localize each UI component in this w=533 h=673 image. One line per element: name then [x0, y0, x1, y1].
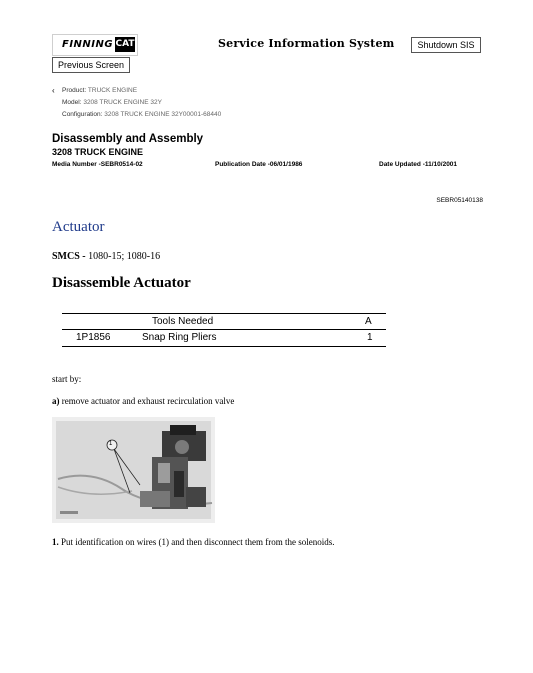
tools-table	[62, 313, 386, 349]
document-title: Disassembly and Assembly	[52, 133, 204, 145]
table-rule-mid	[62, 329, 386, 330]
tools-header-title: Tools Needed	[152, 316, 214, 327]
finning-cat-logo	[52, 34, 138, 56]
configuration-label: Configuration:	[62, 111, 103, 118]
document-engine: 3208 TRUCK ENGINE	[52, 147, 144, 157]
model-info	[62, 99, 162, 106]
previous-screen-button[interactable]: Previous Screen	[52, 57, 130, 73]
tool-name: Snap Ring Pliers	[142, 332, 217, 343]
media-number: Media Number -SEBR0514-02	[52, 161, 143, 168]
publication-date: Publication Date -06/01/1986	[215, 161, 303, 168]
model-label: Model:	[62, 99, 82, 106]
subsection-title: Disassemble Actuator	[52, 275, 191, 291]
step-a-text: remove actuator and exhaust recirculation valve	[59, 396, 235, 406]
product-info	[62, 87, 137, 94]
section-title: Actuator	[52, 219, 105, 235]
tools-header-col-a: A	[365, 316, 372, 327]
table-rule-bottom	[62, 346, 386, 347]
date-updated: Date Updated -11/10/2001	[379, 161, 458, 168]
model-value: 3208 TRUCK ENGINE 32Y	[83, 99, 162, 106]
figure-callout-label: 1	[109, 441, 113, 447]
logo-finning-text: FINNING	[62, 39, 114, 50]
step-1-text: Put identification on wires (1) and then disconnect them from the solenoids.	[58, 537, 335, 547]
tool-part-number: 1P1856	[76, 332, 111, 343]
shutdown-sis-button[interactable]: Shutdown SIS	[411, 37, 481, 53]
logo-cat-badge: CAT	[115, 37, 135, 52]
step-1	[52, 537, 334, 547]
start-by-text: start by:	[52, 374, 82, 384]
product-label: Product:	[62, 87, 87, 94]
actuator-photo	[52, 417, 215, 523]
product-value: TRUCK ENGINE	[87, 87, 138, 94]
system-title: Service Information System	[218, 37, 395, 50]
configuration-value: 3208 TRUCK ENGINE 32Y00001-68440	[104, 111, 222, 118]
smcs-codes	[52, 251, 160, 262]
step-a-label: a)	[52, 396, 60, 406]
chevron-left-icon[interactable]: ‹	[52, 86, 55, 95]
step-a	[52, 396, 234, 406]
tool-quantity: 1	[367, 332, 373, 343]
document-reference: SEBR05140138	[436, 197, 483, 204]
table-rule-top	[62, 313, 386, 314]
smcs-value: 1080-15; 1080-16	[88, 251, 161, 262]
configuration-info	[62, 111, 221, 118]
smcs-label: SMCS -	[52, 251, 89, 262]
step-1-label: 1.	[52, 537, 59, 547]
